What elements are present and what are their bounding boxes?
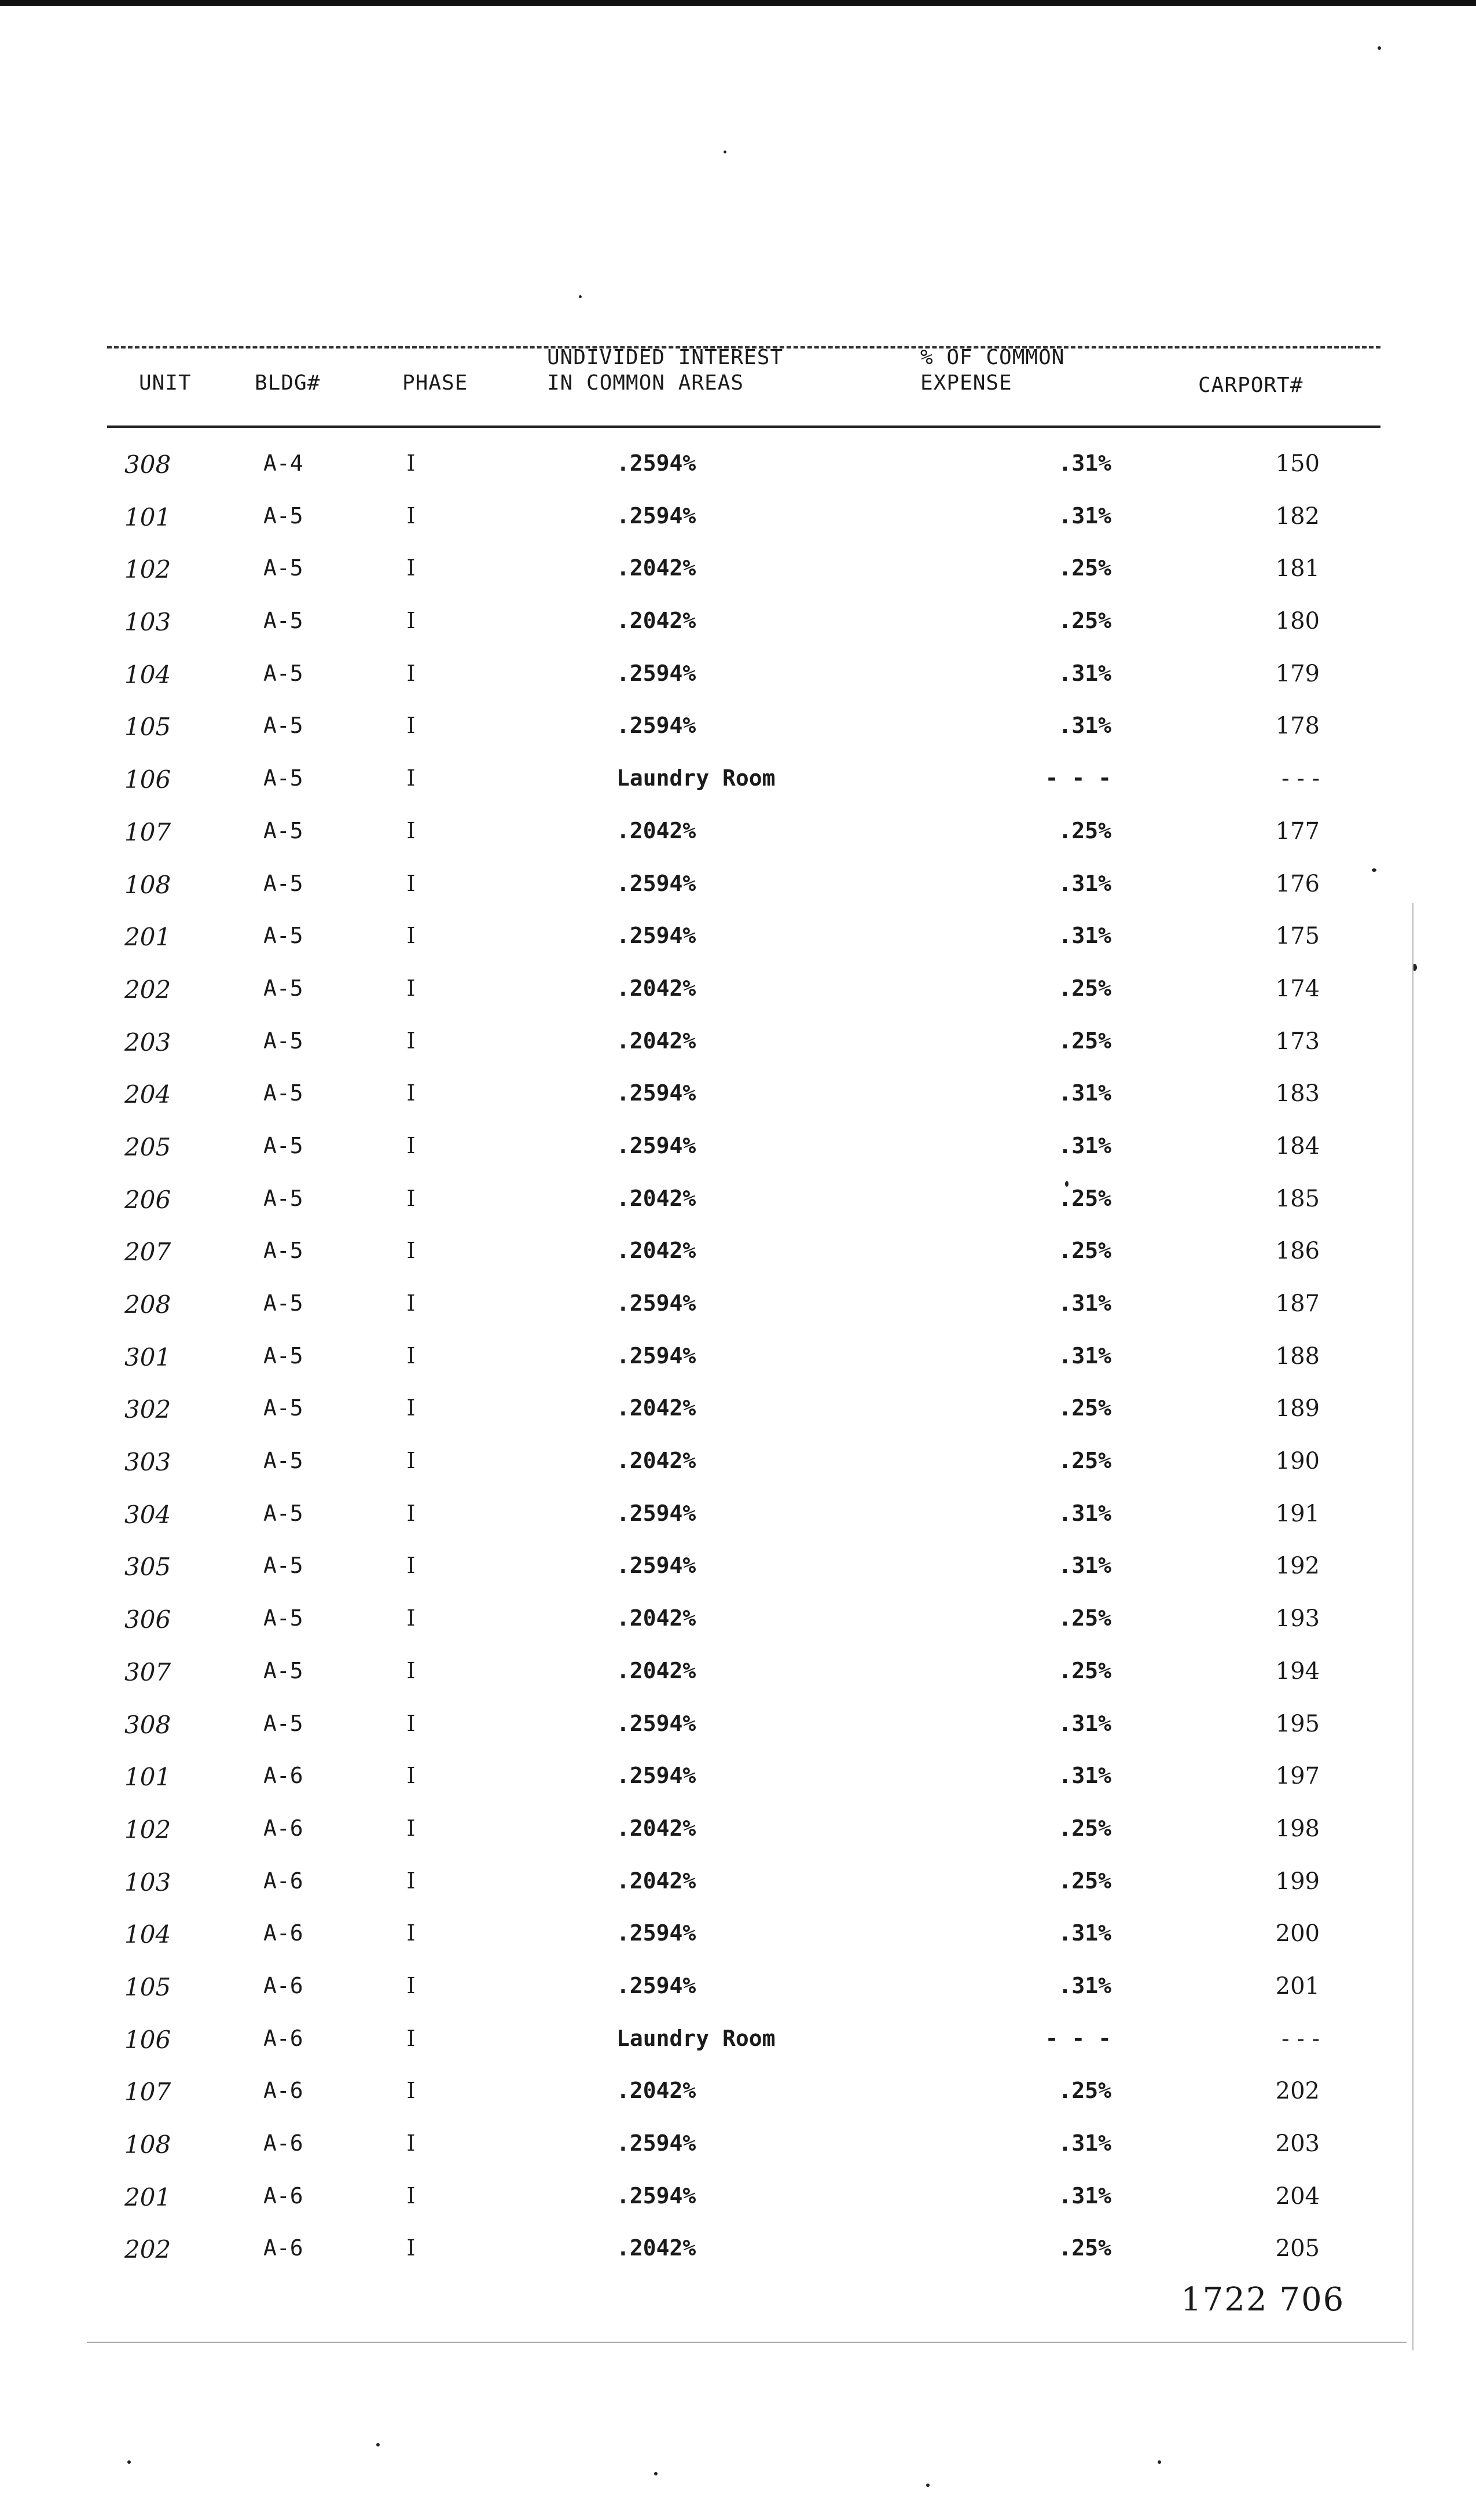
table-row: [107, 2120, 1380, 2173]
cell-unit: 304: [124, 1500, 171, 1529]
cell-common-expense: .31%: [1058, 1290, 1111, 1316]
cell-unit: 101: [124, 502, 171, 531]
cell-common-expense: .31%: [1058, 1132, 1111, 1158]
cell-undivided-interest: .2042%: [616, 1028, 696, 1054]
table-row: [107, 493, 1380, 545]
cell-common-expense: .25%: [1058, 1238, 1111, 1264]
cell-bldg: A-6: [263, 1920, 303, 1946]
cell-bldg: A-6: [263, 2182, 303, 2209]
cell-common-expense: .31%: [1058, 923, 1111, 949]
scan-speck: [376, 2443, 380, 2446]
table-row: [107, 1805, 1380, 1858]
cell-undivided-interest: .2042%: [616, 1395, 696, 1421]
table-row: [107, 1437, 1380, 1490]
cell-carport: 190: [1275, 1448, 1320, 1475]
table-row: [107, 1018, 1380, 1070]
scan-top-edge: [0, 0, 1476, 6]
cell-phase: I: [406, 713, 416, 739]
cell-carport: 185: [1275, 1185, 1320, 1212]
cell-unit: 208: [124, 1290, 171, 1319]
cell-unit: 102: [124, 555, 171, 584]
cell-phase: I: [406, 975, 416, 1001]
cell-common-expense: .25%: [1058, 975, 1111, 1001]
cell-bldg: A-5: [263, 923, 303, 949]
cell-phase: I: [406, 1657, 416, 1683]
cell-phase: I: [406, 450, 416, 476]
cell-bldg: A-5: [263, 1605, 303, 1631]
cell-undivided-interest: .2594%: [616, 1920, 696, 1946]
cell-bldg: A-5: [263, 608, 303, 634]
cell-unit: 202: [124, 975, 171, 1004]
cell-phase: I: [406, 1238, 416, 1264]
table-row: [107, 912, 1380, 965]
table-row: [107, 1752, 1380, 1805]
cell-bldg: A-5: [263, 1553, 303, 1579]
cell-bldg: A-5: [263, 1448, 303, 1474]
cell-unit: 201: [124, 2182, 171, 2211]
cell-carport: 205: [1275, 2235, 1320, 2262]
cell-phase: I: [406, 1185, 416, 1211]
cell-carport: 192: [1275, 1553, 1320, 1580]
cell-carport: 175: [1275, 923, 1320, 950]
cell-common-expense: .25%: [1058, 2235, 1111, 2261]
cell-phase: I: [406, 555, 416, 581]
table-row: [107, 1385, 1380, 1437]
cell-unit: 103: [124, 1868, 171, 1897]
cell-unit: 303: [124, 1448, 171, 1477]
cell-phase: I: [406, 1972, 416, 1998]
cell-unit: 203: [124, 1028, 171, 1057]
cell-unit: 108: [124, 870, 171, 899]
cell-common-expense: .31%: [1058, 870, 1111, 896]
cell-carport: 193: [1275, 1605, 1320, 1633]
cell-carport: 188: [1275, 1342, 1320, 1370]
table-row: [107, 1910, 1380, 1963]
cell-phase: I: [406, 1080, 416, 1106]
table-body: [107, 440, 1380, 2277]
cell-undivided-interest: .2594%: [616, 502, 696, 529]
cell-common-expense: .31%: [1058, 1920, 1111, 1946]
cell-common-expense: .31%: [1058, 1710, 1111, 1736]
cell-undivided-interest: .2042%: [616, 1185, 696, 1211]
cell-common-expense: .25%: [1058, 608, 1111, 634]
cell-undivided-interest: .2594%: [616, 1132, 696, 1158]
cell-unit: 102: [124, 1815, 171, 1844]
cell-carport: 200: [1275, 1920, 1320, 1947]
table-row: [107, 755, 1380, 808]
cell-carport: 181: [1275, 555, 1320, 582]
cell-carport: 178: [1275, 713, 1320, 740]
cell-carport: 195: [1275, 1710, 1320, 1737]
cell-unit: 302: [124, 1395, 171, 1424]
cell-undivided-interest: .2594%: [616, 2130, 696, 2156]
cell-bldg: A-5: [263, 555, 303, 581]
header-undivided-interest: UNDIVIDED INTEREST IN COMMON AREAS: [547, 346, 784, 395]
cell-carport: 191: [1275, 1500, 1320, 1527]
cell-phase: I: [406, 2235, 416, 2261]
cell-phase: I: [406, 502, 416, 529]
cell-undivided-interest: .2042%: [616, 1868, 696, 1894]
cell-unit: 106: [124, 2025, 171, 2054]
cell-bldg: A-5: [263, 1132, 303, 1158]
cell-bldg: A-5: [263, 870, 303, 896]
cell-phase: I: [406, 2182, 416, 2209]
cell-bldg: A-6: [263, 2235, 303, 2261]
cell-common-expense: .25%: [1058, 1868, 1111, 1894]
cell-phase: I: [406, 870, 416, 896]
cell-common-expense: - - -: [1045, 2025, 1111, 2051]
cell-bldg: A-6: [263, 2025, 303, 2051]
cell-undivided-interest: .2594%: [616, 1553, 696, 1579]
scan-speck: [1378, 46, 1381, 50]
table-row: [107, 440, 1380, 493]
cell-common-expense: - - -: [1045, 765, 1111, 791]
table-row: [107, 1175, 1380, 1228]
cell-common-expense: .31%: [1058, 1080, 1111, 1106]
cell-carport: 176: [1275, 870, 1320, 897]
cell-carport: 187: [1275, 1290, 1320, 1317]
cell-undivided-interest: .2594%: [616, 870, 696, 896]
cell-carport: 198: [1275, 1815, 1320, 1842]
cell-bldg: A-5: [263, 1710, 303, 1736]
cell-bldg: A-5: [263, 1342, 303, 1369]
cell-unit: 205: [124, 1132, 171, 1161]
cell-carport: 183: [1275, 1080, 1320, 1107]
cell-undivided-interest: .2042%: [616, 2078, 696, 2104]
table-row: [107, 1858, 1380, 1910]
cell-bldg: A-5: [263, 1500, 303, 1526]
cell-phase: I: [406, 765, 416, 791]
cell-common-expense: .31%: [1058, 1972, 1111, 1998]
cell-phase: I: [406, 1028, 416, 1054]
cell-bldg: A-5: [263, 1028, 303, 1054]
cell-unit: 107: [124, 2078, 171, 2107]
cell-carport: 182: [1275, 502, 1320, 530]
cell-undivided-interest: Laundry Room: [616, 2025, 776, 2051]
header-unit: UNIT: [139, 371, 192, 395]
scan-speck: [127, 2460, 131, 2464]
cell-undivided-interest: .2594%: [616, 1080, 696, 1106]
cell-undivided-interest: .2594%: [616, 1972, 696, 1998]
cell-carport: 203: [1275, 2130, 1320, 2157]
cell-undivided-interest: .2594%: [616, 450, 696, 476]
table-row: [107, 2173, 1380, 2225]
cell-unit: 308: [124, 450, 171, 479]
cell-common-expense: .25%: [1058, 1395, 1111, 1421]
cell-bldg: A-6: [263, 1868, 303, 1894]
cell-unit: 105: [124, 713, 171, 742]
cell-undivided-interest: .2042%: [616, 1448, 696, 1474]
table-row: [107, 1700, 1380, 1753]
cell-carport: 199: [1275, 1868, 1320, 1895]
cell-bldg: A-6: [263, 1763, 303, 1789]
cell-phase: I: [406, 1500, 416, 1526]
cell-undivided-interest: .2042%: [616, 975, 696, 1001]
table-row: [107, 860, 1380, 913]
cell-phase: I: [406, 608, 416, 634]
cell-bldg: A-6: [263, 2130, 303, 2156]
table-row: [107, 545, 1380, 597]
table-row: [107, 1123, 1380, 1175]
scan-speck: [654, 2472, 658, 2475]
cell-phase: I: [406, 923, 416, 949]
cell-common-expense: .25%: [1058, 1815, 1111, 1841]
cell-common-expense: .31%: [1058, 1553, 1111, 1579]
cell-bldg: A-4: [263, 450, 303, 476]
cell-bldg: A-5: [263, 502, 303, 529]
cell-phase: I: [406, 1763, 416, 1789]
table-row: [107, 1963, 1380, 2015]
table-row: [107, 1227, 1380, 1280]
cell-carport: 197: [1275, 1763, 1320, 1790]
cell-phase: I: [406, 2078, 416, 2104]
cell-phase: I: [406, 1342, 416, 1369]
cell-undivided-interest: .2042%: [616, 817, 696, 843]
cell-common-expense: .25%: [1058, 2078, 1111, 2104]
scan-speck: [926, 2484, 930, 2487]
cell-carport: 177: [1275, 817, 1320, 845]
cell-bldg: A-6: [263, 1972, 303, 1998]
cell-phase: I: [406, 1290, 416, 1316]
cell-phase: I: [406, 1815, 416, 1841]
cell-undivided-interest: .2594%: [616, 713, 696, 739]
cell-bldg: A-5: [263, 1290, 303, 1316]
cell-common-expense: .25%: [1058, 1028, 1111, 1054]
cell-phase: I: [406, 2130, 416, 2156]
table-row: [107, 808, 1380, 860]
cell-undivided-interest: .2594%: [616, 923, 696, 949]
cell-phase: I: [406, 660, 416, 686]
cell-undivided-interest: .2594%: [616, 1290, 696, 1316]
cell-unit: 201: [124, 923, 171, 952]
cell-carport: 174: [1275, 975, 1320, 1002]
header-carport: CARPORT#: [1198, 373, 1304, 397]
cell-carport: 180: [1275, 608, 1320, 635]
cell-phase: I: [406, 1448, 416, 1474]
cell-bldg: A-5: [263, 660, 303, 686]
cell-carport: 202: [1275, 2078, 1320, 2105]
cell-phase: I: [406, 1553, 416, 1579]
cell-common-expense: .31%: [1058, 502, 1111, 529]
cell-unit: 204: [124, 1080, 171, 1109]
cell-phase: I: [406, 1920, 416, 1946]
cell-carport: - - -: [1282, 2025, 1320, 2052]
cell-unit: 107: [124, 817, 171, 846]
cell-common-expense: .31%: [1058, 1763, 1111, 1789]
cell-bldg: A-5: [263, 1238, 303, 1264]
cell-carport: 150: [1275, 450, 1320, 477]
table-row: [107, 2067, 1380, 2120]
cell-bldg: A-5: [263, 975, 303, 1001]
cell-unit: 105: [124, 1972, 171, 2001]
table-row: [107, 1280, 1380, 1333]
cell-bldg: A-5: [263, 1657, 303, 1683]
cell-carport: 186: [1275, 1238, 1320, 1265]
scan-speck: [1158, 2460, 1161, 2464]
cell-unit: 206: [124, 1185, 171, 1214]
cell-common-expense: .25%: [1058, 1657, 1111, 1683]
cell-common-expense: .25%: [1058, 1448, 1111, 1474]
cell-unit: 106: [124, 765, 171, 794]
cell-carport: 179: [1275, 660, 1320, 687]
cell-bldg: A-5: [263, 1185, 303, 1211]
cell-phase: I: [406, 817, 416, 843]
cell-carport: 201: [1275, 1972, 1320, 2000]
scan-speck: [724, 151, 726, 153]
cell-unit: 108: [124, 2130, 171, 2159]
cell-phase: I: [406, 2025, 416, 2051]
cell-bldg: A-6: [263, 1815, 303, 1841]
table-row: [107, 1490, 1380, 1543]
cell-undivided-interest: .2594%: [616, 1710, 696, 1736]
cell-common-expense: .31%: [1058, 2130, 1111, 2156]
cell-phase: I: [406, 1868, 416, 1894]
cell-phase: I: [406, 1395, 416, 1421]
cell-unit: 308: [124, 1710, 171, 1739]
cell-unit: 301: [124, 1342, 171, 1371]
cell-undivided-interest: .2042%: [616, 2235, 696, 2261]
cell-phase: I: [406, 1132, 416, 1158]
cell-unit: 307: [124, 1657, 171, 1686]
cell-common-expense: .31%: [1058, 1500, 1111, 1526]
cell-common-expense: .25%: [1058, 1185, 1111, 1211]
header-rule: [107, 425, 1380, 428]
table-row: [107, 2015, 1380, 2068]
cell-unit: 202: [124, 2235, 171, 2264]
cell-undivided-interest: .2594%: [616, 660, 696, 686]
header-common-expense: % OF COMMON EXPENSE: [920, 346, 1065, 395]
cell-carport: 184: [1275, 1132, 1320, 1160]
cell-unit: 104: [124, 660, 171, 689]
cell-bldg: A-5: [263, 765, 303, 791]
cell-undivided-interest: .2042%: [616, 1657, 696, 1683]
cell-unit: 305: [124, 1553, 171, 1582]
cell-undivided-interest: .2042%: [616, 1815, 696, 1841]
table-row: [107, 702, 1380, 755]
table-row: [107, 1333, 1380, 1385]
table-row: [107, 965, 1380, 1018]
cell-bldg: A-5: [263, 1395, 303, 1421]
cell-bldg: A-6: [263, 2078, 303, 2104]
cell-carport: 173: [1275, 1028, 1320, 1055]
cell-undivided-interest: .2042%: [616, 608, 696, 634]
cell-undivided-interest: Laundry Room: [616, 765, 776, 791]
cell-carport: 194: [1275, 1657, 1320, 1685]
document-number: 1722 706: [1181, 2281, 1345, 2319]
page-bottom-rule: [87, 2342, 1407, 2343]
cell-unit: 306: [124, 1605, 171, 1634]
cell-phase: I: [406, 1605, 416, 1631]
header-bldg: BLDG#: [255, 371, 321, 395]
cell-phase: I: [406, 1710, 416, 1736]
cell-undivided-interest: .2594%: [616, 1763, 696, 1789]
table-row: [107, 650, 1380, 703]
table-row: [107, 597, 1380, 650]
cell-unit: 207: [124, 1238, 171, 1267]
header-phase: PHASE: [402, 371, 468, 395]
cell-common-expense: .25%: [1058, 1605, 1111, 1631]
cell-common-expense: .31%: [1058, 660, 1111, 686]
cell-undivided-interest: .2594%: [616, 2182, 696, 2209]
table-row: [107, 1595, 1380, 1648]
cell-bldg: A-5: [263, 713, 303, 739]
cell-undivided-interest: .2042%: [616, 1238, 696, 1264]
cell-carport: - - -: [1282, 765, 1320, 793]
cell-common-expense: .31%: [1058, 2182, 1111, 2209]
cell-unit: 103: [124, 608, 171, 637]
cell-common-expense: .31%: [1058, 713, 1111, 739]
cell-undivided-interest: .2594%: [616, 1342, 696, 1369]
cell-carport: 204: [1275, 2182, 1320, 2210]
cell-bldg: A-5: [263, 1080, 303, 1106]
cell-unit: 104: [124, 1920, 171, 1949]
table-row: [107, 1648, 1380, 1700]
cell-common-expense: .31%: [1058, 450, 1111, 476]
cell-bldg: A-5: [263, 817, 303, 843]
cell-carport: 189: [1275, 1395, 1320, 1422]
cell-common-expense: .25%: [1058, 555, 1111, 581]
cell-common-expense: .31%: [1058, 1342, 1111, 1369]
scan-right-edge: [1412, 903, 1413, 2350]
cell-undivided-interest: .2594%: [616, 1500, 696, 1526]
cell-common-expense: .25%: [1058, 817, 1111, 843]
table-row: [107, 2225, 1380, 2277]
table-row: [107, 1070, 1380, 1123]
scan-speck: [579, 295, 582, 298]
table-row: [107, 1542, 1380, 1595]
cell-undivided-interest: .2042%: [616, 1605, 696, 1631]
cell-unit: 101: [124, 1763, 171, 1792]
cell-undivided-interest: .2042%: [616, 555, 696, 581]
